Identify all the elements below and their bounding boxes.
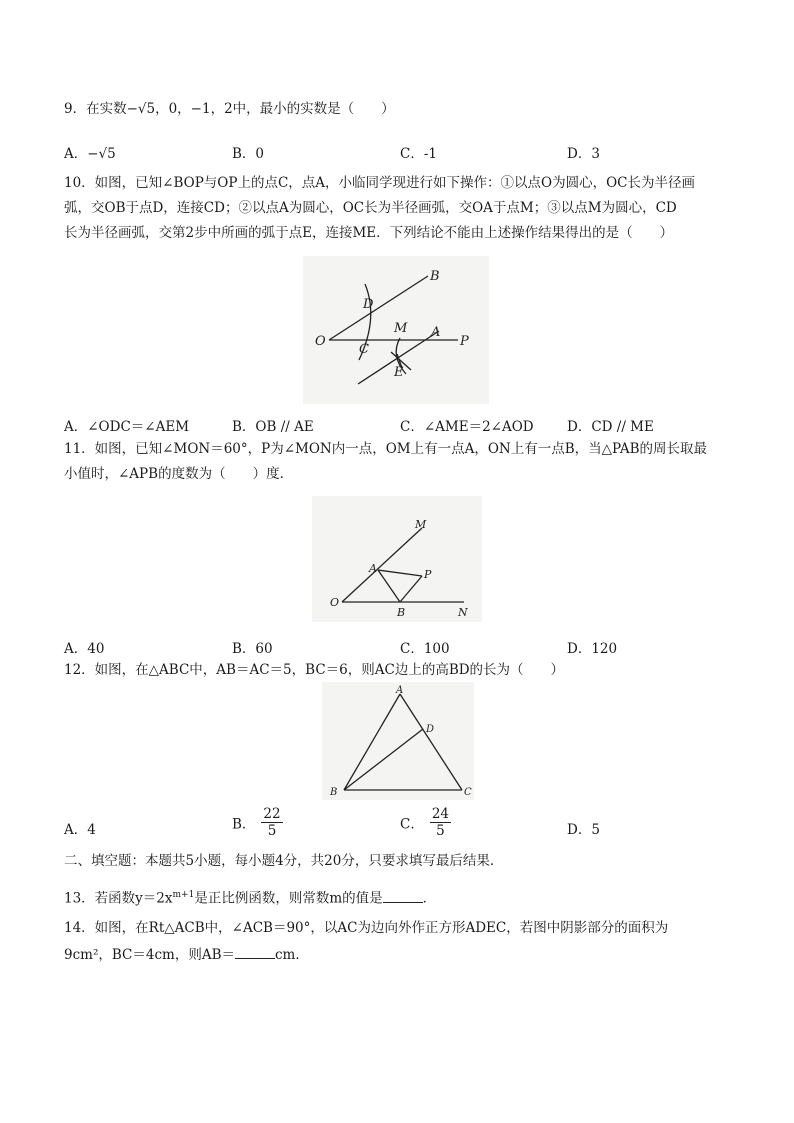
ray-ob (329, 276, 428, 340)
q10-figure (303, 256, 489, 404)
q12-option-b-fraction (261, 806, 282, 839)
q12-option-c-prefix: C． (400, 816, 424, 833)
label-d: D (363, 297, 374, 312)
q9-stem: 9．在实数−√5，0，−1，2中，最小的实数是（ ） (64, 101, 395, 117)
section-heading: 二、填空题：本题共5小题，每小题4分，共20分，只要求填写最后结果． (64, 853, 504, 869)
q12-option-b[interactable] (232, 806, 283, 839)
label-c: C (359, 342, 369, 357)
altitude-bd (344, 729, 423, 790)
q10-stem-line-3: 长为半径画弧，交第2步中所画的弧于点E，连接ME．下列结论不能由上述操作结果得出的是（ ） (64, 225, 674, 241)
q11-option-c[interactable]: C．100 (400, 641, 450, 657)
label-a: A (369, 562, 377, 575)
q11-option-d[interactable]: D．120 (567, 641, 618, 657)
q14-line2-prefix: 9cm²，BC＝4cm，则AB＝ (64, 947, 235, 963)
label-m: M (415, 518, 427, 531)
q10-stem-line-2: 弧，交OB于点D，连接CD；②以点A为圆心，OC长为半径画弧，交OA于点M；③以点M为圆心，CD (64, 200, 677, 216)
q10-options (64, 415, 744, 437)
label-n: N (458, 606, 468, 619)
q9-option-a[interactable]: A．−√5 (64, 146, 116, 162)
q14-line2-suffix: cm． (275, 947, 309, 963)
label-p: P (460, 334, 469, 349)
side-ac (400, 694, 462, 790)
label-o: O (330, 596, 340, 609)
q13-end: ． (422, 890, 437, 907)
q12-figure (322, 682, 474, 800)
q10-stem-line-1: 10．如图，已知∠BOP与OP上的点C，点A，小临同学现进行如下操作：①以点O为圆心，OC长为半径画 (64, 175, 696, 191)
q9-option-c[interactable]: C．-1 (400, 146, 437, 162)
q13-exponent: m+1 (172, 890, 195, 900)
q11-figure (312, 496, 482, 622)
label-a: A (431, 325, 441, 340)
label-c: C (464, 787, 472, 798)
q12-option-b-prefix: B． (232, 816, 256, 833)
label-b: B (330, 787, 338, 798)
q13-prefix: 13．若函数y＝2x (64, 890, 173, 907)
q11-stem-line-1: 11．如图，已知∠MON＝60°，P为∠MON内一点，OM上有一点A，ON上有一点B，当△PAB的周长取最 (64, 441, 708, 457)
label-d: D (426, 724, 435, 735)
label-p: P (424, 568, 432, 581)
fraction-numerator: 24 (431, 806, 450, 822)
q10-option-b[interactable]: B．OB // AE (232, 419, 314, 435)
q13-suffix: 是正比例函数，则常数m的值是 (194, 890, 383, 907)
fraction-denominator: 5 (267, 823, 277, 839)
label-b: B (430, 269, 440, 284)
segment-ap (378, 570, 422, 576)
q11-options (64, 637, 744, 659)
q9-option-d[interactable]: D．3 (567, 146, 600, 162)
q10-option-d[interactable]: D．CD // ME (567, 419, 654, 435)
q12-option-c[interactable] (400, 806, 451, 839)
fraction-numerator: 22 (263, 806, 281, 822)
q10-option-c[interactable]: C．∠AME＝2∠AOD (400, 419, 534, 435)
q12-option-d[interactable]: D．5 (567, 822, 600, 838)
q13-answer-blank[interactable] (383, 888, 423, 903)
label-e: E (394, 365, 404, 380)
q12-options (64, 806, 744, 848)
side-ab (344, 694, 400, 790)
q14-answer-blank[interactable] (235, 944, 275, 959)
fraction-denominator: 5 (436, 823, 445, 839)
q14-stem-line-2 (64, 944, 744, 965)
q9-option-b[interactable]: B．0 (232, 146, 265, 162)
label-a: A (396, 685, 404, 696)
q12-option-a[interactable]: A．4 (64, 822, 96, 838)
q11-stem-line-2: 小值时，∠APB的度数为（ ）度． (64, 466, 294, 482)
q14-stem-line-1: 14．如图，在Rt△ACB中，∠ACB＝90°，以AC为边向外作正方形ADEC，若图中阴影部分的面积为 (64, 920, 669, 936)
segment-pb (400, 576, 422, 602)
label-o: O (315, 334, 326, 349)
q12-option-c-fraction (430, 806, 451, 839)
label-b: B (397, 606, 406, 619)
q12-stem: 12．如图，在△ABC中，AB＝AC＝5，BC＝6，则AC边上的高BD的长为（ ） (64, 662, 565, 678)
q10-option-a[interactable]: A．∠ODC＝∠AEM (64, 419, 190, 435)
label-m: M (394, 321, 408, 336)
q11-option-a[interactable]: A．40 (64, 641, 105, 657)
segment-ab (378, 570, 400, 602)
q13-stem (64, 885, 744, 909)
q9-options (64, 142, 744, 164)
q11-option-b[interactable]: B．60 (232, 641, 273, 657)
